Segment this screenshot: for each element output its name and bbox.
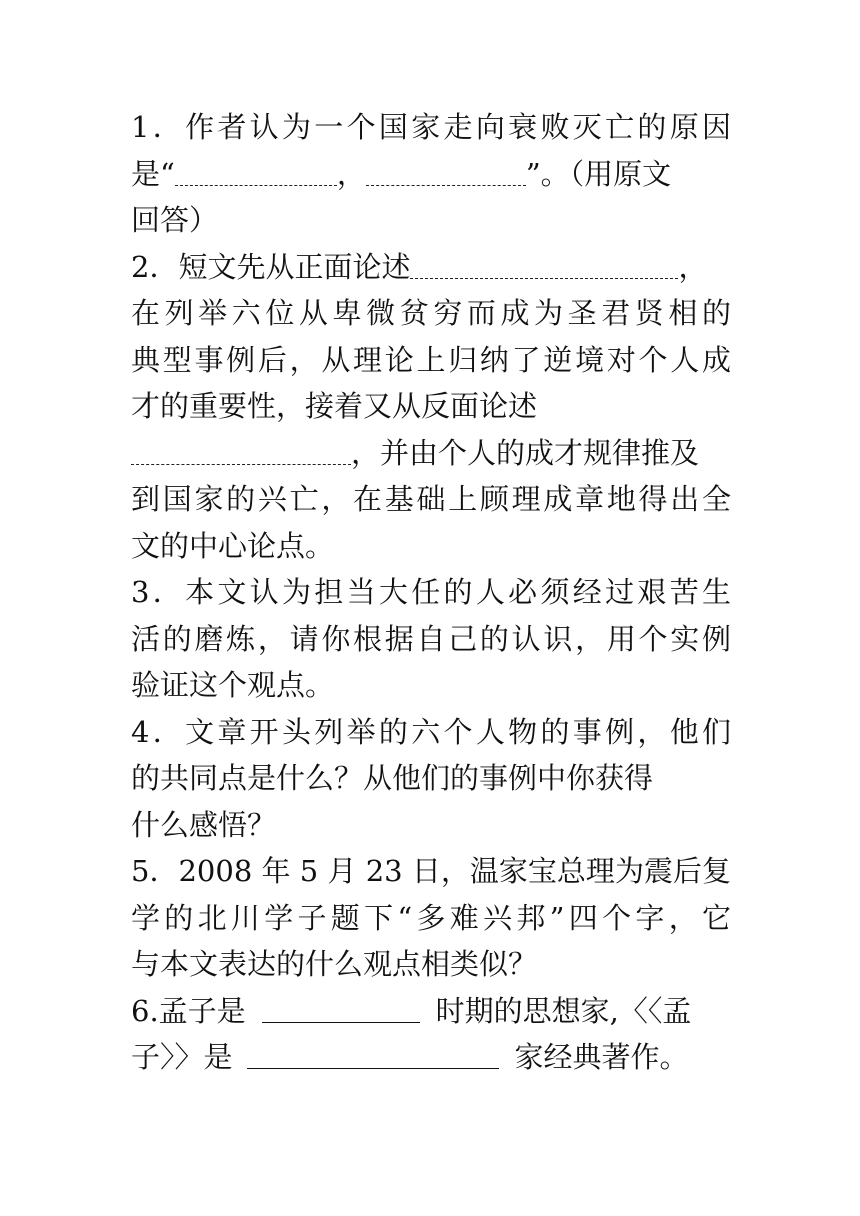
q6-line-1	[131, 988, 731, 1035]
q2-line-6: 到国家的兴亡，在基础上顾理成章地得出全	[131, 482, 731, 516]
q2-answer-blank-2[interactable]	[131, 436, 351, 465]
q2-line-3: 典型事例后，从理论上归纳了逆境对个人成	[131, 342, 731, 377]
q2-answer-blank-1[interactable]	[410, 250, 678, 279]
q6-text-post: 时期的思想家,〈〈孟	[435, 993, 692, 1028]
q2-text-line5: ，并由个人的成才规律推及	[351, 435, 700, 470]
q2-text-pre: 2．短文先从正面论述	[131, 249, 411, 284]
q2-line-2: 在列举六位从卑微贫穷而成为圣君贤相的	[131, 296, 731, 330]
q2-line-5	[131, 430, 731, 477]
q5-line-1: 5．2008 年 5 月 23 日，温家宝总理为震后复	[131, 854, 731, 888]
q2-line-4: 才的重要性，接着又从反面论述	[131, 389, 538, 423]
q1-line-3: 回答）	[131, 203, 219, 237]
q6-answer-blank-school[interactable]	[247, 1040, 499, 1069]
q4-line-3: 什么感悟？	[131, 807, 277, 842]
q4-line-1: 4．文章开头列举的六个人物的事例，他们	[131, 714, 731, 749]
q1-line-2	[131, 151, 731, 198]
q1-answer-blank-2[interactable]	[366, 157, 526, 186]
q5-line-2: 学的北川学子题下“多难兴邦”四个字，它	[131, 900, 731, 935]
q2-line-1	[131, 244, 731, 291]
q1-line-1: 1．作者认为一个国家走向衰败灭亡的原因	[131, 110, 731, 144]
q3-line-1: 3．本文认为担当大任的人必须经过艰苦生	[131, 575, 731, 609]
q2-line-7: 文的中心论点。	[131, 528, 335, 563]
q6-text-line2-post: 家经典著作。	[514, 1040, 689, 1074]
q6-line-2	[131, 1034, 731, 1081]
q5-line-3: 与本文表达的什么观点相类似？	[131, 947, 538, 981]
q6-text-line2-pre: 子〉〉是	[131, 1040, 233, 1074]
document-body	[131, 104, 731, 1081]
q1-answer-blank-1[interactable]	[175, 157, 337, 186]
q6-answer-blank-era[interactable]	[262, 994, 420, 1023]
q2-text-post: ，	[678, 249, 708, 284]
q1-text-pre: 是“	[131, 156, 175, 191]
q4-line-2: 的共同点是什么？从他们的事例中你获得	[131, 761, 654, 795]
q3-line-2: 活的磨炼，请你根据自己的认识，用个实例	[131, 621, 731, 656]
q3-line-3: 验证这个观点。	[131, 668, 335, 702]
q1-text-post: ”。（用原文	[525, 156, 672, 191]
q6-text-pre: 6.孟子是	[131, 993, 246, 1028]
q1-text-mid: ，	[336, 156, 366, 191]
